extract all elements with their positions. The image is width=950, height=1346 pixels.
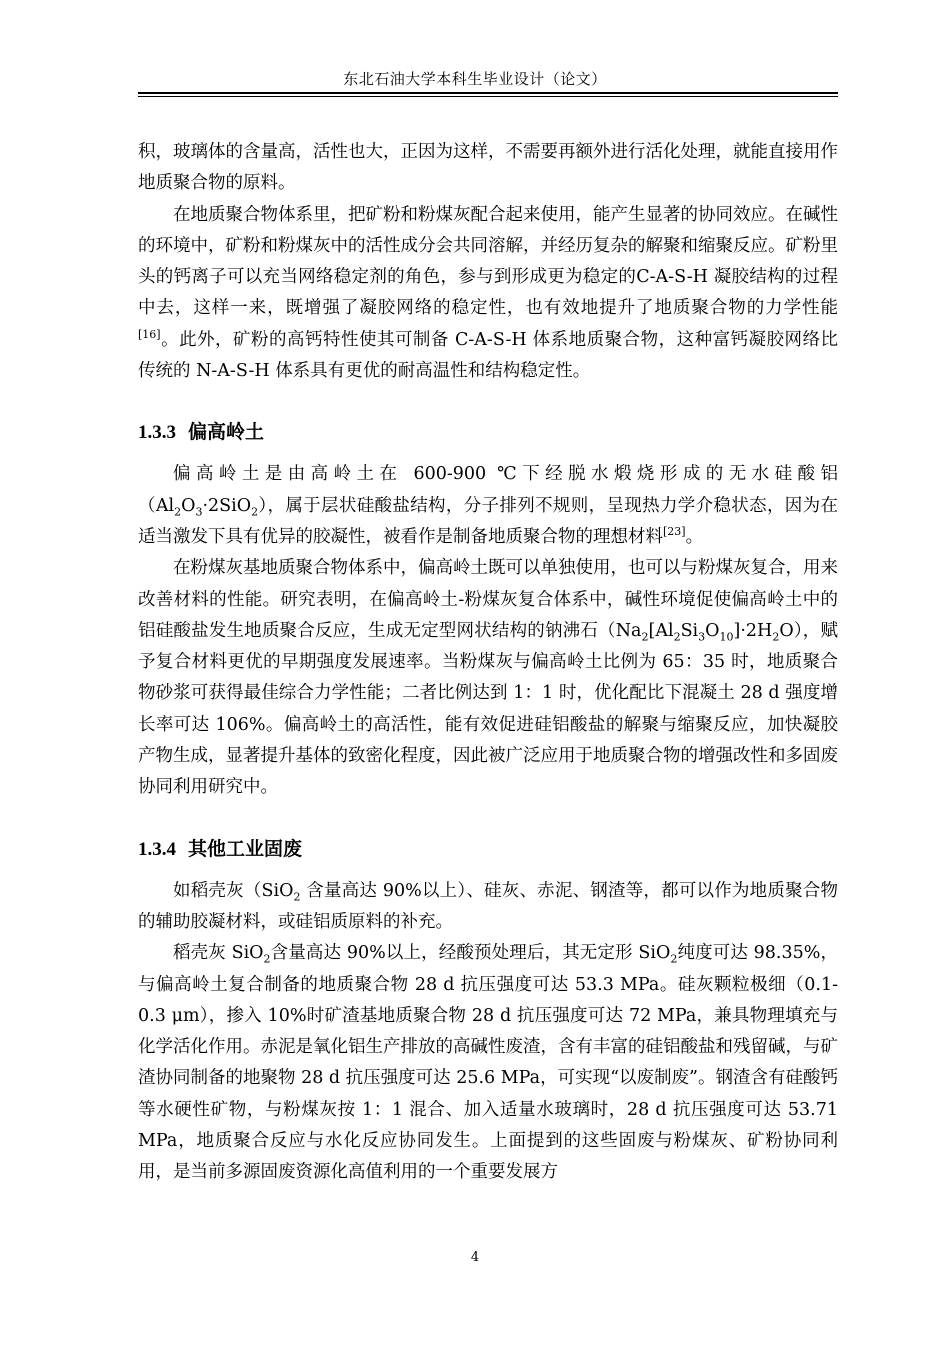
page-number: 4 <box>470 1250 480 1265</box>
text-run: 纯度可达 98.35%，与偏高岭土复合制备的地质聚合物 28 d 抗压强度可达 53.3 MPa。硅灰颗粒极细（0.1-0.3 μm），掺入 10%时矿渣基地质聚合物 28 d 抗压强度可达 72 MPa，兼具物理填充与化学活化作用。赤泥是氧化铝生产排放的高碱性废渣，含有丰富的硅铝酸盐和残留碱，与矿渣协同制备的地聚物 28 d 抗压强度可达 25.6 MPa，可实现“以废制废”。钢渣含有硅酸钙等水硬性矿物，与粉煤灰按 1：1 混合、加入适量水玻璃时，28 d 抗压强度可达 53.71 MPa，地质聚合反应与水化反应协同发生。上面提到的这些固废与粉煤灰、矿粉协同利用，是当前多源固废资源化高值利用的一个重要发展方 <box>138 943 839 1183</box>
text-run: 稻壳灰 SiO <box>173 943 264 964</box>
section-heading-1-3-4 <box>138 834 838 864</box>
paragraph-continuation: 积，玻璃体的含量高，活性也大，正因为这样，不需要再额外进行活化处理，就能直接用作地质聚合物的原料。 <box>138 142 838 194</box>
text-run: 。 <box>685 526 704 547</box>
citation-16: [16] <box>138 327 161 341</box>
subscript: 2 <box>251 505 259 519</box>
subscript: 2 <box>670 952 678 966</box>
paragraph-synergy-text-1: 在地质聚合物体系里，把矿粉和粉煤灰配合起来使用，能产生显著的协同效应。在碱性的环境中，矿粉和粉煤灰中的活性成分会共同溶解，并经历复杂的解聚和缩聚反应。矿粉里头的钙离子可以充当网络稳定剂的角色，参与到形成更为稳定的C-A-S-H 凝胶结构的过程中去，这样一来，既增强了凝胶网络的稳定性，也有效地提升了地质聚合物的力学性能 <box>138 204 838 319</box>
page-body <box>138 137 838 1189</box>
paragraph-synergy-text-2: 。此外，矿粉的高钙特性使其可制备 C-A-S-H 体系地质聚合物，这种富钙凝胶网络比传统的 N-A-S-H 体系具有更优的耐高温性和结构稳定性。 <box>138 329 838 382</box>
section-heading-1-3-3 <box>138 417 838 447</box>
subscript: 2 <box>293 890 301 904</box>
subscript: 3 <box>698 630 706 644</box>
page-header-title: 东北石油大学本科生毕业设计（论文） <box>343 70 607 88</box>
subscript: 2 <box>263 952 271 966</box>
citation-23: [23] <box>663 525 686 539</box>
header-rule-thin <box>138 96 838 97</box>
section-title: 偏高岭土 <box>188 421 265 444</box>
text-run: O <box>705 620 720 641</box>
section-title: 其他工业固废 <box>188 837 303 860</box>
subscript: 2 <box>641 630 649 644</box>
header-rule-thick <box>138 92 838 94</box>
subscript: 2 <box>772 630 780 644</box>
subscript: 10 <box>719 630 734 644</box>
paragraph-other-wastes-details <box>138 938 838 1188</box>
text-run: ·2SiO <box>202 495 252 516</box>
text-run: ]·2H <box>733 620 773 641</box>
section-number: 1.3.3 <box>138 422 176 444</box>
subscript: 3 <box>195 505 203 519</box>
text-run: 偏高岭土是由高岭土在 600-900 ℃下经脱水煅烧形成的无水硅酸铝（Al <box>138 464 838 516</box>
paragraph-metakaolin-definition <box>138 459 838 553</box>
text-run: 含量高达 90%以上，经酸预处理后，其无定形 SiO <box>270 943 671 964</box>
paragraph-synergy <box>138 200 838 388</box>
paragraph-other-wastes-intro <box>138 876 838 939</box>
section-number: 1.3.4 <box>138 838 176 860</box>
text-run: [Al <box>648 620 674 641</box>
text-run: O <box>181 495 196 516</box>
text-run: 含量高达 90%以上）、硅灰、赤泥、钢渣等，都可以作为地质聚合物的辅助胶凝材料，或硅铝质原料的补充。 <box>138 880 838 932</box>
text-run: Si <box>680 620 699 641</box>
text-run: ），属于层状硅酸盐结构，分子排列不规则，呈现热力学介稳状态，因为在适当激发下具有优异的胶凝性，被看作是制备地质聚合物的理想材料 <box>138 495 838 547</box>
subscript: 2 <box>673 630 681 644</box>
text-run: 在粉煤灰基地质聚合物体系中，偏高岭土既可以单独使用，也可以与粉煤灰复合，用来改善材料的性能。研究表明，在偏高岭土-粉煤灰复合体系中，碱性环境促使偏高岭土中的铝硅酸盐发生地质聚合反应，生成无定型网状结构的钠沸石（Na <box>138 558 838 641</box>
text-run: 如稻壳灰（SiO <box>173 880 294 901</box>
subscript: 2 <box>174 505 182 519</box>
paragraph-metakaolin-composite <box>138 553 838 803</box>
text-run: O），赋予复合材料更优的早期强度发展速率。当粉煤灰与偏高岭土比例为 65：35 时，地质聚合物砂浆可获得最佳综合力学性能；二者比例达到 1：1 时，优化配比下混凝土 28 d 强度增长率可达 106%。偏高岭土的高活性，能有效促进硅铝酸盐的解聚与缩聚反应，加快凝胶产物生成，显著提升基体的致密化程度，因此被广泛应用于地质聚合物的增强改性和多固废协同利用研究中。 <box>138 620 838 798</box>
